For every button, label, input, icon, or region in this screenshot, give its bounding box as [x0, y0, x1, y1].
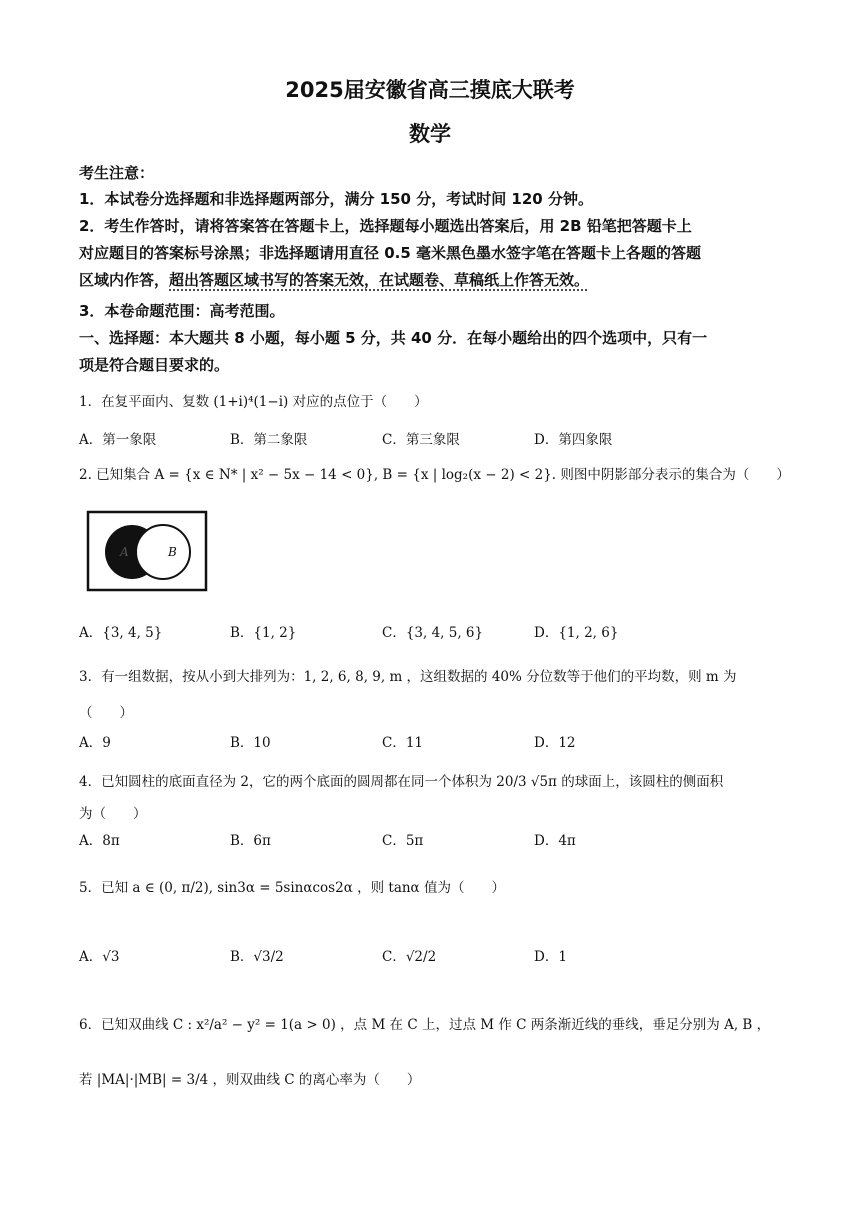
question-4-option-c: C．5π — [382, 833, 424, 849]
question-4-option-d: D．4π — [534, 833, 576, 849]
question-3-stem-line-2: （ ） — [79, 705, 133, 721]
venn-diagram — [86, 510, 208, 592]
question-1-option-c: C．第三象限 — [382, 432, 460, 448]
question-4-stem-line-2: 为（ ） — [79, 806, 147, 822]
question-6-stem-line-1: 6．已知双曲线 C : x²/a² − y² = 1(a > 0) ，点 M 在 C 上，过点 M 作 C 两条渐近线的垂线，垂足分别为 A, B ， — [79, 1017, 771, 1033]
question-1-option-a: A．第一象限 — [79, 432, 157, 448]
question-5-option-c: C．√2/2 — [382, 949, 437, 965]
question-3-option-b: B．10 — [230, 735, 271, 751]
notice-item-2-emphasis: 超出答题区域书写的答案无效，在试题卷、草稿纸上作答无效。 — [169, 271, 590, 289]
question-1-option-d: D．第四象限 — [534, 432, 613, 448]
question-2-option-d: D．{1, 2, 6} — [534, 625, 619, 641]
question-5-option-d: D．1 — [534, 949, 567, 965]
notice-item-1: 1．本试卷分选择题和非选择题两部分，满分 150 分，考试时间 120 分钟。 — [79, 190, 593, 208]
question-5-stem: 5．已知 a ∈ (0, π/2), sin3α = 5sinαcos2α ，则 tanα 值为（ ） — [79, 880, 505, 896]
question-5-option-a: A．√3 — [79, 949, 120, 965]
question-5-option-b: B．√3/2 — [230, 949, 284, 965]
subject-title: 数学 — [409, 122, 451, 146]
venn-set-b-circle — [136, 525, 190, 579]
notice-item-2-line-3 — [79, 269, 589, 290]
question-1-option-b: B．第二象限 — [230, 432, 308, 448]
question-2-option-b: B．{1, 2} — [230, 625, 297, 641]
question-3-option-c: C．11 — [382, 735, 424, 751]
notice-item-2-line-2: 对应题目的答案标号涂黑；非选择题请用直径 0.5 毫米黑色墨水签字笔在答题卡上各题的答题 — [79, 244, 702, 262]
section-1-heading-line-2: 项是符合题目要求的。 — [79, 356, 230, 374]
question-4-stem-line-1: 4．已知圆柱的底面直径为 2，它的两个底面的圆周都在同一个体积为 20/3 √5π 的球面上，该圆柱的侧面积 — [79, 774, 724, 790]
venn-label-b: B — [168, 545, 177, 559]
notice-item-2-line-1: 2．考生作答时，请将答案答在答题卡上，选择题每小题选出答案后，用 2B 铅笔把答题卡上 — [79, 217, 692, 235]
question-3-option-a: A．9 — [79, 735, 111, 751]
notice-heading: 考生注意： — [79, 164, 155, 182]
question-2-option-c: C．{3, 4, 5, 6} — [382, 625, 484, 641]
question-3-option-d: D．12 — [534, 735, 576, 751]
venn-label-a: A — [120, 545, 129, 559]
question-6-stem-line-2: 若 |MA|·|MB| = 3/4 ，则双曲线 C 的离心率为（ ） — [79, 1072, 421, 1088]
question-2-option-a: A．{3, 4, 5} — [79, 625, 163, 641]
exam-title: 2025届安徽省高三摸底大联考 — [285, 78, 575, 102]
notice-item-3: 3．本卷命题范围：高考范围。 — [79, 302, 285, 320]
question-1-stem: 1．在复平面内、复数 (1+i)⁴(1−i) 对应的点位于（ ） — [79, 394, 428, 410]
question-4-option-b: B．6π — [230, 833, 271, 849]
question-2-stem: 2. 已知集合 A = {x ∈ N* | x² − 5x − 14 < 0}, B = {x | log₂(x − 2) < 2}. 则图中阴影部分表示的集合为（ ） — [79, 467, 790, 483]
section-1-heading-line-1: 一、选择题：本大题共 8 小题，每小题 5 分，共 40 分．在每小题给出的四个选项中，只有一 — [79, 329, 708, 347]
question-3-stem-line-1: 3．有一组数据，按从小到大排列为：1, 2, 6, 8, 9, m ，这组数据的 40% 分位数等于他们的平均数，则 m 为 — [79, 669, 737, 685]
notice-item-2-plain: 区域内作答， — [79, 271, 170, 289]
question-4-option-a: A．8π — [79, 833, 120, 849]
